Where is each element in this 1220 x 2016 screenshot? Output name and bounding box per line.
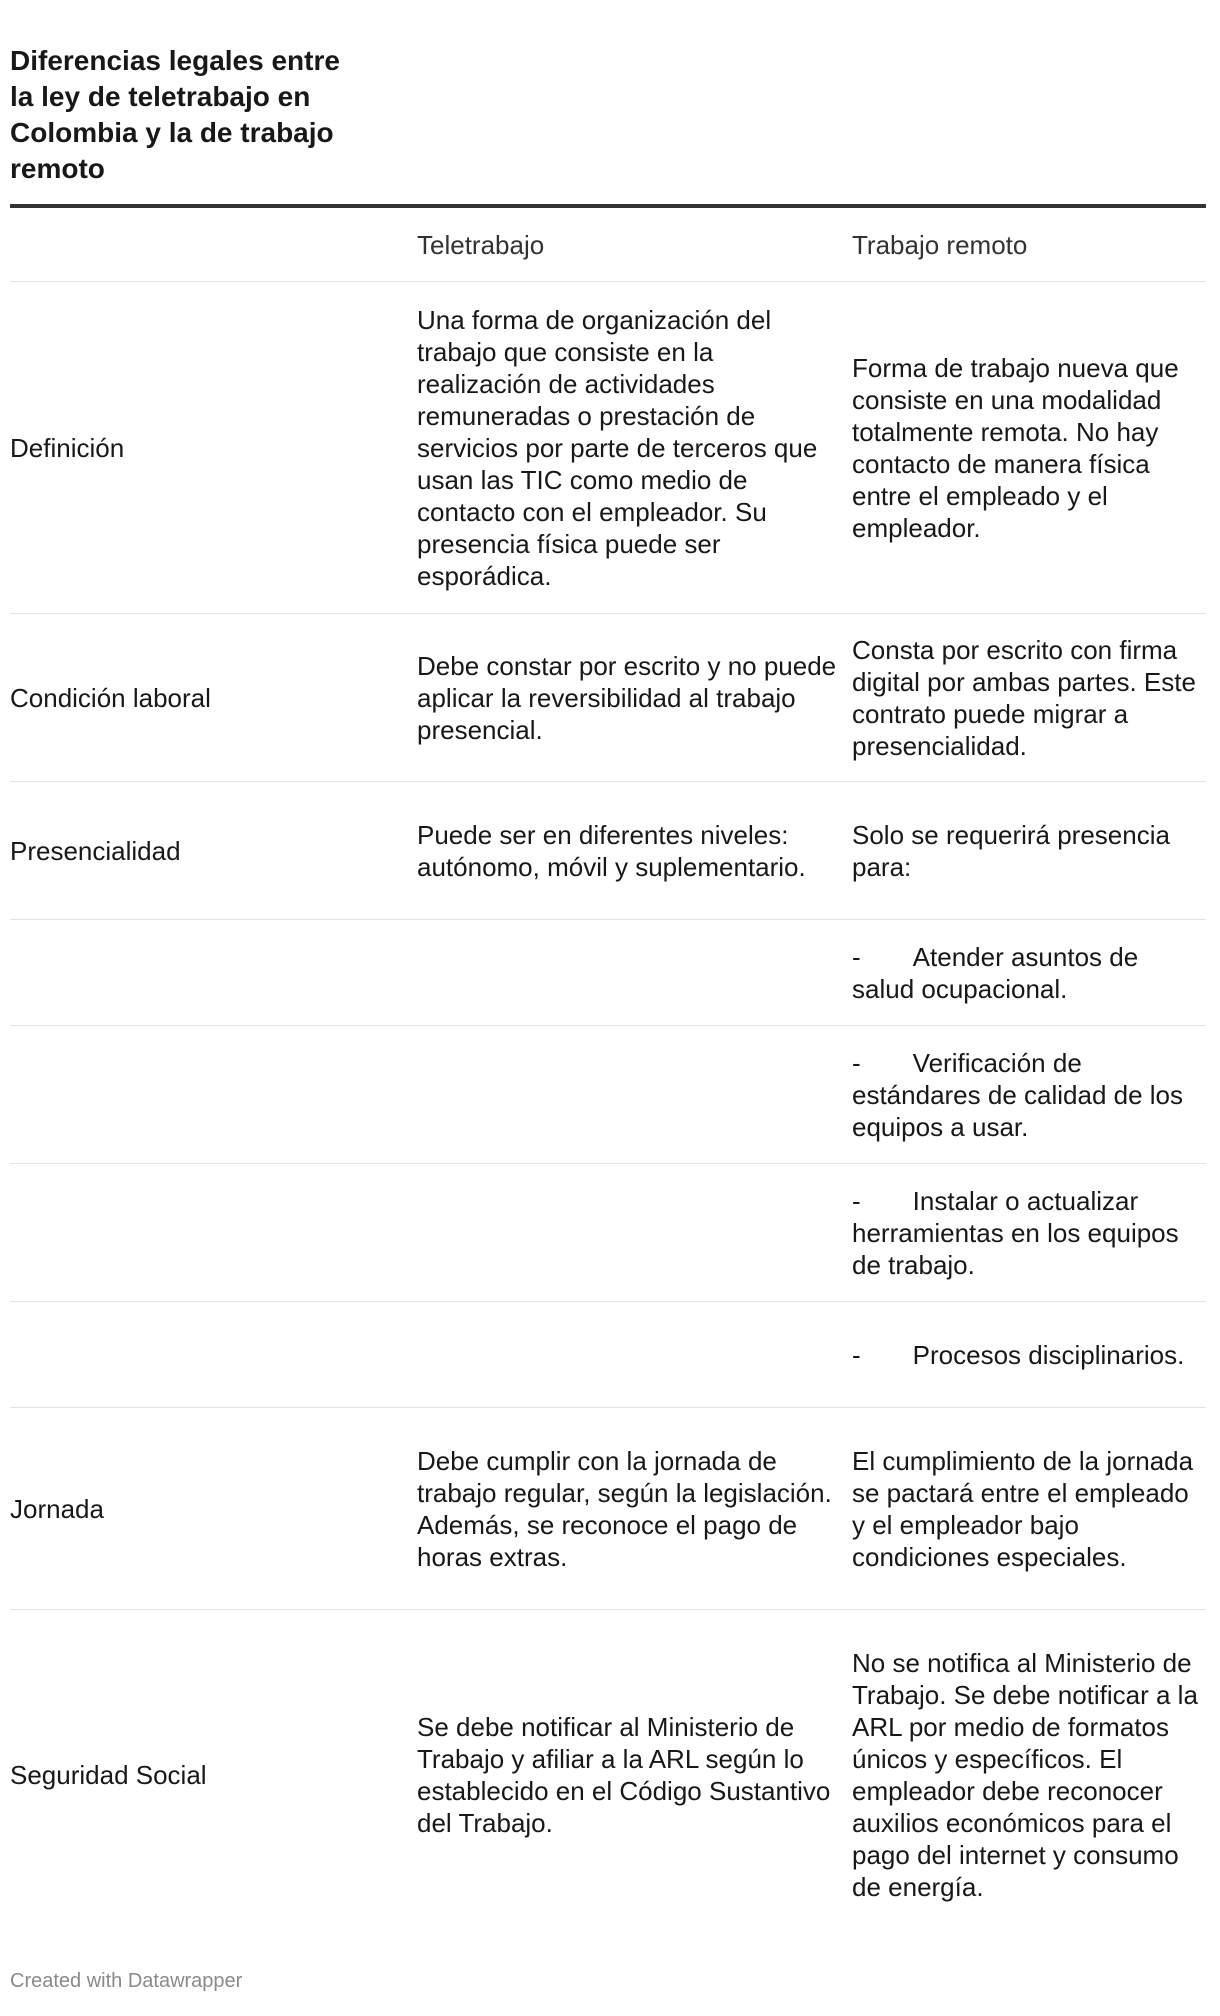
list-dash: - xyxy=(852,941,861,972)
trabajo-remoto-cell: Solo se requerirá presencia para: xyxy=(852,819,1170,882)
table-row xyxy=(10,1408,1206,1610)
table-row xyxy=(10,1610,1206,1940)
table-row xyxy=(10,1164,1206,1302)
table-row xyxy=(10,1026,1206,1164)
datawrapper-credit: Created with Datawrapper xyxy=(10,1970,243,1992)
table-row xyxy=(10,920,1206,1026)
list-dash: - xyxy=(852,1185,861,1216)
teletrabajo-cell: Se debe notificar al Ministerio de Trabajo y afiliar a la ARL según lo establecido en el Código Sustantivo del Trabajo. xyxy=(417,1712,831,1838)
row-label: Seguridad Social xyxy=(10,1760,207,1790)
list-item-text: Procesos disciplinarios. xyxy=(912,1339,1185,1370)
trabajo-remoto-cell: Consta por escrito con firma digital por ambas partes. Este contrato puede migrar a presencialidad. xyxy=(852,634,1196,761)
table-row xyxy=(10,282,1206,614)
trabajo-remoto-cell: No se notifica al Ministerio de Trabajo. Se debe notificar a la ARL por medio de formatos únicos y específicos. El empleador debe reconocer auxilios económicos para el pago del internet y consumo de energía. xyxy=(852,1648,1198,1902)
row-label: Jornada xyxy=(10,1493,104,1524)
teletrabajo-cell: Debe cumplir con la jornada de trabajo regular, según la legislación. Además, se reconoce el pago de horas extras. xyxy=(417,1445,832,1572)
trabajo-remoto-cell xyxy=(852,1047,1206,1143)
list-item-text: Verificación de estándares de calidad de los equipos a usar. xyxy=(852,1047,1184,1142)
table-header-row xyxy=(10,208,1206,282)
trabajo-remoto-cell: El cumplimiento de la jornada se pactará entre el empleado y el empleador bajo condiciones especiales. xyxy=(852,1445,1194,1572)
trabajo-remoto-cell: Forma de trabajo nueva que consiste en una modalidad totalmente remota. No hay contacto de manera física entre el empleado y el empleador. xyxy=(852,352,1179,543)
teletrabajo-cell: Debe constar por escrito y no puede aplicar la reversibilidad al trabajo presencial. xyxy=(417,650,837,745)
trabajo-remoto-cell xyxy=(852,941,1206,1005)
table-title: Diferencias legales entre la ley de teletrabajo en Colombia y la de trabajo remoto xyxy=(10,45,340,184)
trabajo-remoto-cell xyxy=(852,1339,1206,1371)
row-label: Condición laboral xyxy=(10,682,211,713)
teletrabajo-cell: Una forma de organización del trabajo que consiste en la realización de actividades remuneradas o prestación de servicios por parte de terceros que usan las TIC como medio de contacto con el empleador. Su presencia física puede ser esporádica. xyxy=(417,304,818,591)
table-row xyxy=(10,782,1206,920)
list-item-text: Atender asuntos de salud ocupacional. xyxy=(852,941,1139,1004)
list-dash: - xyxy=(852,1339,861,1370)
header-cell-trabajo-remoto: Trabajo remoto xyxy=(852,229,1028,260)
row-label: Definición xyxy=(10,432,125,463)
table-row xyxy=(10,614,1206,782)
comparison-table xyxy=(10,204,1206,1940)
row-label: Presencialidad xyxy=(10,835,181,866)
header-cell-teletrabajo: Teletrabajo xyxy=(417,229,545,260)
list-item-text: Instalar o actualizar herramientas en los equipos de trabajo. xyxy=(852,1185,1179,1280)
list-dash: - xyxy=(852,1047,861,1078)
table-row xyxy=(10,1302,1206,1408)
trabajo-remoto-cell xyxy=(852,1185,1206,1281)
teletrabajo-cell: Puede ser en diferentes niveles: autónomo, móvil y suplementario. xyxy=(417,819,806,882)
